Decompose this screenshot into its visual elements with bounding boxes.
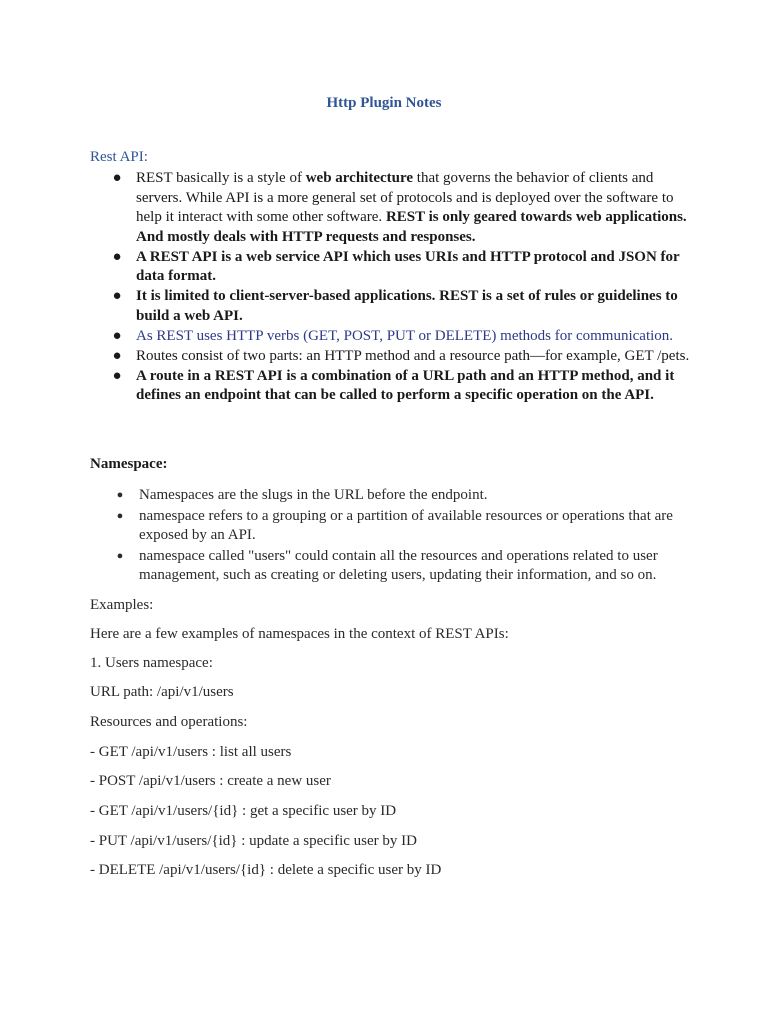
rest-api-heading: Rest API:: [90, 149, 148, 165]
examples-intro: Here are a few examples of namespaces in the context of REST APIs:: [90, 626, 509, 642]
list-item: [90, 327, 690, 347]
list-item: [90, 169, 690, 247]
bullet-dot-icon: ●: [112, 367, 122, 384]
list-item-text: Namespaces are the slugs in the URL before the endpoint.: [139, 487, 488, 503]
list-item-text: namespace called "users" could contain all the resources and operations related to user management, such as creating or deleting users, updating their information, and so on.: [139, 547, 658, 583]
url-path-line: URL path: /api/v1/users: [90, 684, 234, 700]
list-item-text: Routes consist of two parts: an HTTP method and a resource path—for example, GET /pets.: [136, 347, 690, 364]
list-item: [90, 248, 690, 287]
list-item: [90, 287, 690, 326]
bullet-dot-icon: ●: [112, 170, 122, 186]
namespace-list: [90, 486, 690, 587]
operation-line: - PUT /api/v1/users/{id} : update a specific user by ID: [90, 833, 417, 849]
list-item-text: [136, 170, 687, 245]
operation-line: - GET /api/v1/users/{id} : get a specific user by ID: [90, 803, 397, 819]
resources-operations-label: Resources and operations:: [90, 714, 248, 730]
document-title: Http Plugin Notes: [326, 95, 442, 111]
list-item-text: As REST uses HTTP verbs (GET, POST, PUT or DELETE) methods for communication.: [136, 327, 674, 344]
list-item: [90, 547, 690, 586]
bullet-dot-icon: ●: [116, 489, 124, 501]
operation-line: - DELETE /api/v1/users/{id} : delete a specific user by ID: [90, 862, 442, 878]
bullet-dot-icon: ●: [112, 327, 122, 344]
list-item: [90, 347, 690, 367]
examples-label: Examples:: [90, 597, 154, 613]
bullet-dot-icon: ●: [112, 288, 122, 304]
list-item-text: A REST API is a web service API which uses URIs and HTTP protocol and JSON for data format.: [136, 248, 680, 284]
bullet-dot-icon: ●: [116, 549, 124, 562]
bullet-dot-icon: ●: [112, 248, 122, 265]
text-run: that governs the behavior of clients and servers. While API is a more general set of protocols and is deployed over the software to help it interact with some other software.: [136, 170, 674, 225]
list-item: [90, 486, 690, 506]
list-item: [90, 367, 690, 406]
text-run: REST basically is a style of: [136, 170, 306, 186]
list-item: [90, 507, 690, 546]
users-namespace-heading: 1. Users namespace:: [90, 655, 213, 671]
operation-line: - GET /api/v1/users : list all users: [90, 744, 292, 760]
rest-api-list: [90, 169, 690, 406]
text-run-bold: REST is only geared towards web applications. And mostly deals with HTTP requests and responses.: [136, 209, 687, 245]
bullet-dot-icon: ●: [116, 509, 124, 522]
list-item-text: namespace refers to a grouping or a partition of available resources or operations that are exposed by an API.: [139, 507, 673, 543]
text-run-bold: web architecture: [305, 170, 414, 186]
namespace-heading: Namespace:: [90, 456, 168, 472]
list-item-text: A route in a REST API is a combination of a URL path and an HTTP method, and it defines an endpoint that can be called to perform a specific operation on the API.: [136, 367, 675, 403]
list-item-text: It is limited to client-server-based applications. REST is a set of rules or guidelines to build a web API.: [136, 288, 678, 324]
bullet-dot-icon: ●: [112, 347, 122, 364]
operation-line: - POST /api/v1/users : create a new user: [90, 773, 331, 789]
